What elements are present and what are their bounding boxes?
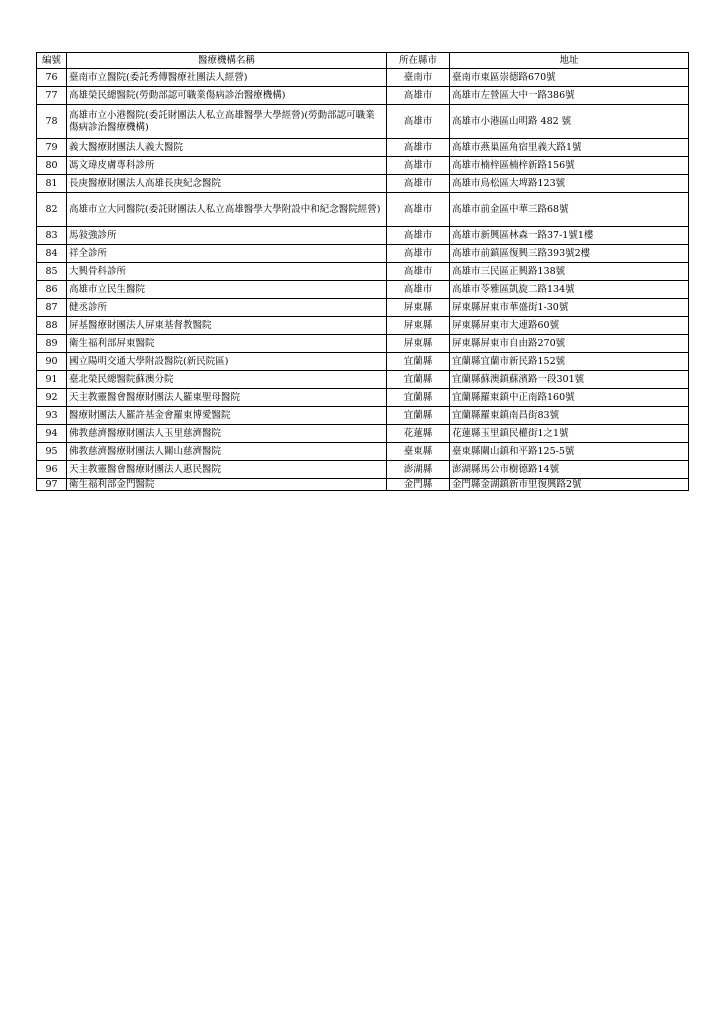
address: 宜蘭縣羅東鎮中正南路160號 <box>450 389 689 407</box>
table-row <box>37 407 689 425</box>
county: 宜蘭縣 <box>387 371 450 389</box>
institution-name: 衛生福利部金門醫院 <box>67 479 387 491</box>
table-row <box>37 425 689 443</box>
address: 花蓮縣玉里鎮民權街1之1號 <box>450 425 689 443</box>
row-number: 89 <box>37 335 67 353</box>
table-row <box>37 479 689 491</box>
table-row <box>37 281 689 299</box>
row-number: 83 <box>37 227 67 245</box>
institution-name: 大興骨科診所 <box>67 263 387 281</box>
address: 金門縣金湖鎮新市里復興路2號 <box>450 479 689 491</box>
row-number: 78 <box>37 105 67 139</box>
institution-name: 佛教慈濟醫療財團法人關山慈濟醫院 <box>67 443 387 461</box>
row-number: 85 <box>37 263 67 281</box>
county: 高雄市 <box>387 87 450 105</box>
institution-name: 屏基醫療財團法人屏東基督教醫院 <box>67 317 387 335</box>
table-row <box>37 461 689 479</box>
table-row <box>37 139 689 157</box>
institution-name: 長庚醫療財團法人高雄長庚紀念醫院 <box>67 175 387 193</box>
institution-name: 馮文瑋皮膚專科診所 <box>67 157 387 175</box>
table-row <box>37 245 689 263</box>
county: 高雄市 <box>387 157 450 175</box>
county: 高雄市 <box>387 105 450 139</box>
table-row <box>37 389 689 407</box>
institution-name: 臺北榮民總醫院蘇澳分院 <box>67 371 387 389</box>
county: 宜蘭縣 <box>387 389 450 407</box>
address: 高雄市小港區山明路 482 號 <box>450 105 689 139</box>
row-number: 87 <box>37 299 67 317</box>
row-number: 76 <box>37 69 67 87</box>
institution-name: 高雄市立民生醫院 <box>67 281 387 299</box>
institution-name: 臺南市立醫院(委託秀傳醫療社團法人經營) <box>67 69 387 87</box>
county: 宜蘭縣 <box>387 353 450 371</box>
row-number: 81 <box>37 175 67 193</box>
address: 高雄市三民區正興路138號 <box>450 263 689 281</box>
address: 臺南市東區崇德路670號 <box>450 69 689 87</box>
table-row <box>37 317 689 335</box>
row-number: 96 <box>37 461 67 479</box>
row-number: 77 <box>37 87 67 105</box>
row-number: 92 <box>37 389 67 407</box>
table-row <box>37 335 689 353</box>
institution-name: 天主教靈醫會醫療財團法人羅東聖母醫院 <box>67 389 387 407</box>
institution-name: 醫療財團法人羅許基金會羅東博愛醫院 <box>67 407 387 425</box>
county: 高雄市 <box>387 139 450 157</box>
table-row <box>37 371 689 389</box>
table-row <box>37 69 689 87</box>
county: 屏東縣 <box>387 317 450 335</box>
row-number: 90 <box>37 353 67 371</box>
institution-name: 衛生福利部屏東醫院 <box>67 335 387 353</box>
county: 臺南市 <box>387 69 450 87</box>
institution-name: 健丞診所 <box>67 299 387 317</box>
address: 高雄市鳥松區大埤路123號 <box>450 175 689 193</box>
row-number: 84 <box>37 245 67 263</box>
row-number: 93 <box>37 407 67 425</box>
row-number: 80 <box>37 157 67 175</box>
address: 宜蘭縣宜蘭市新民路152號 <box>450 353 689 371</box>
county: 臺東縣 <box>387 443 450 461</box>
institution-name: 祥全診所 <box>67 245 387 263</box>
row-number: 95 <box>37 443 67 461</box>
county: 高雄市 <box>387 175 450 193</box>
address: 高雄市新興區林森一路37-1號1樓 <box>450 227 689 245</box>
table-row <box>37 443 689 461</box>
institution-name: 高雄榮民總醫院(勞動部認可職業傷病診治醫療機構) <box>67 87 387 105</box>
table-row <box>37 263 689 281</box>
institution-name: 高雄市立大同醫院(委託財團法人私立高雄醫學大學附設中和紀念醫院經營) <box>67 193 387 227</box>
table-row <box>37 227 689 245</box>
address: 高雄市左營區大中一路386號 <box>450 87 689 105</box>
address: 宜蘭縣羅東鎮南昌街83號 <box>450 407 689 425</box>
county: 澎湖縣 <box>387 461 450 479</box>
county: 高雄市 <box>387 263 450 281</box>
address: 高雄市苓雅區凱旋二路134號 <box>450 281 689 299</box>
institution-name: 義大醫療財團法人義大醫院 <box>67 139 387 157</box>
address: 屏東縣屏東市自由路270號 <box>450 335 689 353</box>
row-number: 91 <box>37 371 67 389</box>
table-row <box>37 193 689 227</box>
county: 花蓮縣 <box>387 425 450 443</box>
row-number: 82 <box>37 193 67 227</box>
table-row <box>37 105 689 139</box>
address: 澎湖縣馬公市樹德路14號 <box>450 461 689 479</box>
county: 金門縣 <box>387 479 450 491</box>
address: 屏東縣屏東市華盛街1-30號 <box>450 299 689 317</box>
header-address: 地址 <box>450 53 689 69</box>
institution-name: 馬敍強診所 <box>67 227 387 245</box>
county: 高雄市 <box>387 193 450 227</box>
address: 高雄市燕巢區角宿里義大路1號 <box>450 139 689 157</box>
county: 高雄市 <box>387 245 450 263</box>
row-number: 94 <box>37 425 67 443</box>
institution-name: 佛教慈濟醫療財團法人玉里慈濟醫院 <box>67 425 387 443</box>
county: 宜蘭縣 <box>387 407 450 425</box>
address: 屏東縣屏東市大連路60號 <box>450 317 689 335</box>
row-number: 86 <box>37 281 67 299</box>
table-row <box>37 299 689 317</box>
row-number: 88 <box>37 317 67 335</box>
address: 高雄市前鎮區復興三路393號2樓 <box>450 245 689 263</box>
institution-name: 高雄市立小港醫院(委託財團法人私立高雄醫學大學經營)(勞動部認可職業傷病診治醫療機構) <box>67 105 387 139</box>
address: 臺東縣關山鎮和平路125-5號 <box>450 443 689 461</box>
header-number: 編號 <box>37 53 67 69</box>
table-row <box>37 87 689 105</box>
medical-institutions-table <box>36 52 689 491</box>
table-row <box>37 157 689 175</box>
address: 高雄市楠梓區楠梓新路156號 <box>450 157 689 175</box>
institution-name: 天主教靈醫會醫療財團法人惠民醫院 <box>67 461 387 479</box>
table-row <box>37 175 689 193</box>
county: 屏東縣 <box>387 335 450 353</box>
county: 屏東縣 <box>387 299 450 317</box>
table-row <box>37 353 689 371</box>
row-number: 97 <box>37 479 67 491</box>
county: 高雄市 <box>387 281 450 299</box>
row-number: 79 <box>37 139 67 157</box>
county: 高雄市 <box>387 227 450 245</box>
address: 宜蘭縣蘇澳鎮蘇濱路一段301號 <box>450 371 689 389</box>
table-header-row <box>37 53 689 69</box>
header-institution-name: 醫療機構名稱 <box>67 53 387 69</box>
institution-name: 國立陽明交通大學附設醫院(新民院區) <box>67 353 387 371</box>
address: 高雄市前金區中華三路68號 <box>450 193 689 227</box>
header-county: 所在縣市 <box>387 53 450 69</box>
